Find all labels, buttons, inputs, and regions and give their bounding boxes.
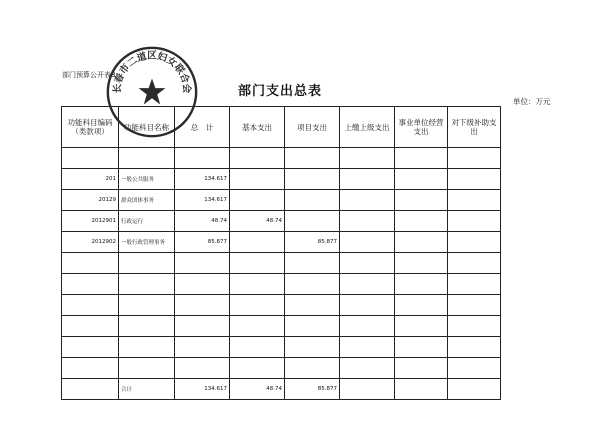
cell-business [395,274,448,295]
cell-name [119,274,175,295]
table-row [62,211,501,232]
cell-basic [230,169,285,190]
table-body [62,148,501,400]
cell-name: 合计 [119,379,175,400]
cell-business [395,379,448,400]
cell-name: 一般行政管理事务 [119,232,175,253]
cell-basic [230,358,285,379]
cell-subsidy [448,295,501,316]
cell-remit [340,379,395,400]
cell-remit [340,316,395,337]
cell-remit [340,148,395,169]
cell-code [62,358,119,379]
cell-project [285,337,340,358]
table-row [62,253,501,274]
expense-table [61,106,501,400]
cell-total [175,148,230,169]
cell-code [62,148,119,169]
cell-subsidy [448,274,501,295]
cell-remit [340,190,395,211]
header-cell: 总 计 [175,107,230,148]
unit-label: 单位：万元 [513,97,551,106]
cell-remit [340,211,395,232]
table-row [62,148,501,169]
cell-code: 2012902 [62,232,119,253]
header-cell: 功能科目名称 [119,107,175,148]
cell-subsidy [448,148,501,169]
star-icon [139,79,166,105]
cell-total [175,358,230,379]
cell-subsidy [448,232,501,253]
cell-total: 85.877 [175,232,230,253]
cell-project [285,295,340,316]
cell-project [285,169,340,190]
header-cell: 项目支出 [285,107,340,148]
cell-total: 134.617 [175,169,230,190]
cell-total: 134.617 [175,379,230,400]
cell-code: 201 [62,169,119,190]
cell-code [62,295,119,316]
cell-total [175,274,230,295]
cell-code [62,274,119,295]
cell-business [395,232,448,253]
cell-project [285,358,340,379]
cell-business [395,169,448,190]
cell-code [62,337,119,358]
document-label: 部门预算公开表8 [62,71,116,79]
cell-code [62,253,119,274]
table-row [62,295,501,316]
cell-project: 85.877 [285,232,340,253]
cell-project [285,190,340,211]
cell-basic [230,232,285,253]
cell-business [395,358,448,379]
table-row [62,232,501,253]
cell-name: 一般公共服务 [119,169,175,190]
cell-business [395,211,448,232]
cell-business [395,148,448,169]
cell-total [175,316,230,337]
cell-business [395,190,448,211]
table-row [62,169,501,190]
cell-project [285,148,340,169]
cell-total [175,253,230,274]
cell-name [119,148,175,169]
cell-project [285,316,340,337]
table-row [62,379,501,400]
cell-code: 20129 [62,190,119,211]
header-cell: 基本支出 [230,107,285,148]
cell-name [119,337,175,358]
cell-business [395,337,448,358]
cell-basic: 48.74 [230,211,285,232]
cell-code [62,316,119,337]
cell-subsidy [448,358,501,379]
table-row [62,337,501,358]
cell-remit [340,358,395,379]
cell-basic [230,148,285,169]
header-cell: 事业单位经营支出 [395,107,448,148]
cell-remit [340,232,395,253]
cell-code [62,379,119,400]
cell-basic [230,316,285,337]
cell-basic: 48.74 [230,379,285,400]
cell-remit [340,253,395,274]
cell-subsidy [448,190,501,211]
cell-name: 行政运行 [119,211,175,232]
cell-project [285,253,340,274]
cell-business [395,253,448,274]
cell-basic [230,253,285,274]
cell-project: 85.877 [285,379,340,400]
svg-text:长春市二道区妇女联合会 [111,50,193,94]
cell-total: 134.617 [175,190,230,211]
cell-basic [230,337,285,358]
cell-name: 群众团体事务 [119,190,175,211]
cell-subsidy [448,379,501,400]
table-row [62,190,501,211]
header-row [62,107,501,148]
cell-total [175,337,230,358]
cell-business [395,316,448,337]
table-row [62,274,501,295]
cell-name [119,295,175,316]
cell-remit [340,274,395,295]
cell-subsidy [448,316,501,337]
table-row [62,358,501,379]
table-row [62,316,501,337]
cell-subsidy [448,337,501,358]
cell-subsidy [448,169,501,190]
cell-remit [340,169,395,190]
header-cell: 上缴上级支出 [340,107,395,148]
cell-subsidy [448,211,501,232]
cell-basic [230,295,285,316]
cell-project [285,211,340,232]
cell-basic [230,190,285,211]
cell-subsidy [448,253,501,274]
cell-basic [230,274,285,295]
header-cell: 对下级补助支出 [448,107,501,148]
cell-total: 48.74 [175,211,230,232]
cell-remit [340,295,395,316]
cell-name [119,358,175,379]
page-title: 部门支出总表 [238,84,323,99]
cell-total [175,295,230,316]
cell-name [119,253,175,274]
cell-code: 2012901 [62,211,119,232]
seal-text: 长春市二道区妇女联合会 [112,50,192,94]
header-cell: 功能科目编码（类款项） [62,107,119,148]
cell-project [285,274,340,295]
cell-name [119,316,175,337]
cell-remit [340,337,395,358]
cell-business [395,295,448,316]
